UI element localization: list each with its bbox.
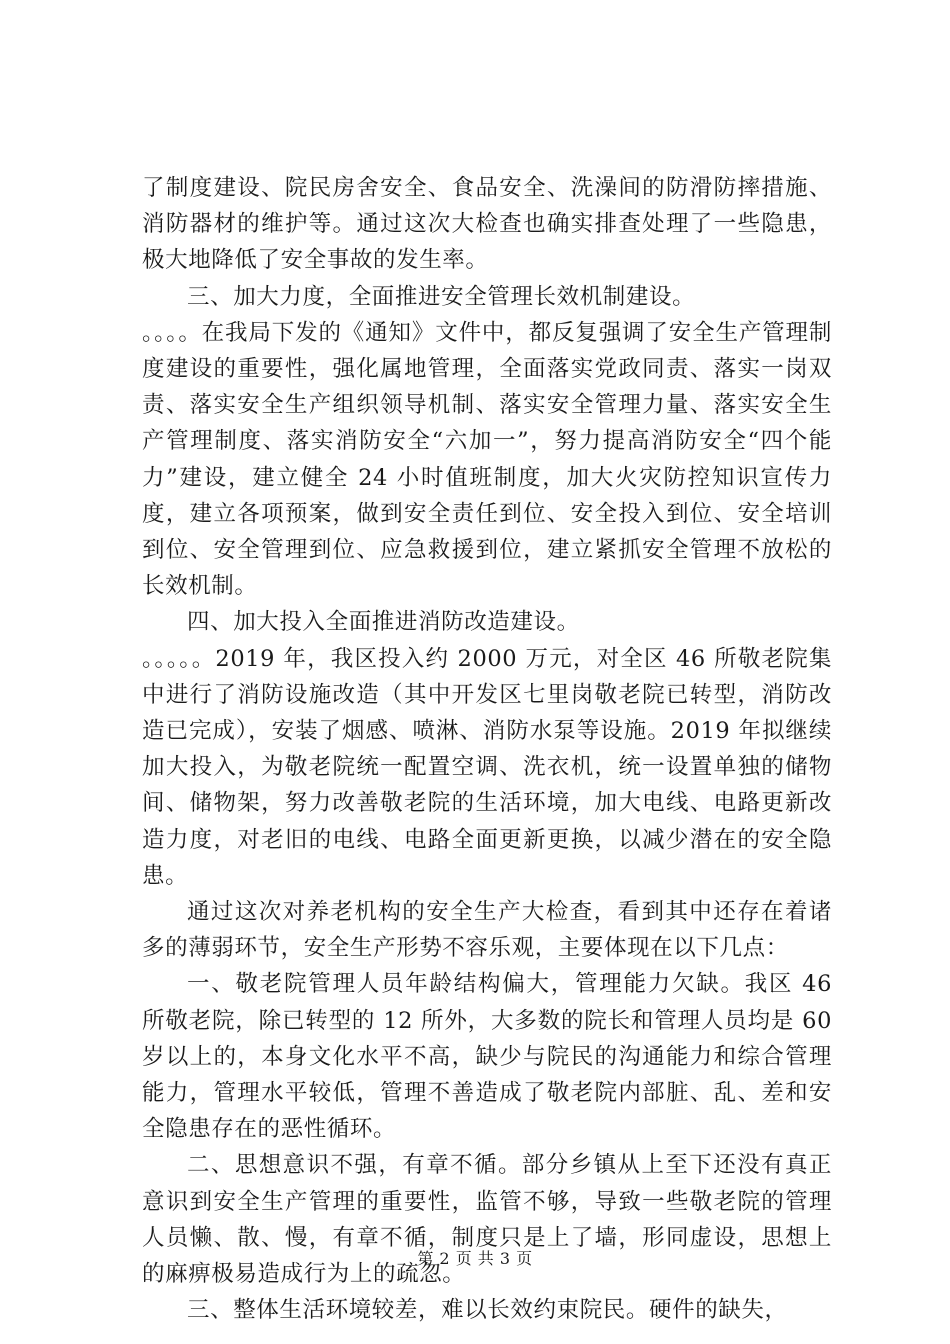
- paragraph-issue-3: 三、整体生活环境较差，难以长效约束院民。硬件的缺失，: [187, 1297, 788, 1324]
- paragraph-continuation: 了制度建设、院民房舍安全、食品安全、洗澡间的防滑防摔措施、消防器材的维护等。通过这次大检查也确实排查处理了一些隐患，极大地降低了安全事故的发生率。: [142, 175, 832, 274]
- page-number-footer: 第 2 页 共 3 页: [417, 1249, 533, 1268]
- section-heading-3: 三、加大力度，全面推进安全管理长效机制建设。: [187, 283, 696, 310]
- paragraph-issue-2: 二、思想意识不强，有章不循。部分乡镇从上至下还没有真正意识到安全生产管理的重要性，监管不够，导致一些敬老院的管理人员懒、散、慢，有章不循，制度只是上了墙，形同虚设，思想上的麻痹极易造成行为上的疏忽。: [142, 1152, 832, 1288]
- paragraph-section-3-body: 。。。。在我局下发的《通知》文件中，都反复强调了安全生产管理制度建设的重要性，强化属地管理，全面落实党政同责、落实一岗双责、落实安全生产组织领导机制、落实安全管理力量、落实安全生产管理制度、落实消防安全“六加一”，努力提高消防安全“四个能力”建设，建立健全 24 小时值班制度，加大火灾防控知识宣传力度，建立各项预案，做到安全责任到位、安全投入到位、安全培训到位、安全管理到位、应急救援到位，建立紧抓安全管理不放松的长效机制。: [142, 319, 832, 600]
- section-heading-4: 四、加大投入全面推进消防改造建设。: [187, 609, 580, 636]
- paragraph-section-4-body: 。。。。。2019 年，我区投入约 2000 万元，对全区 46 所敬老院集中进行了消防设施改造（其中开发区七里岗敬老院已转型，消防改造已完成），安装了烟感、喷淋、消防水泵等设施。2019 年拟继续加大投入，为敬老院统一配置空调、洗衣机，统一设置单独的储物间、储物架，努力改善敬老院的生活环境，加大电线、电路更新改造力度，对老旧的电线、电路全面更新更换，以减少潜在的安全隐患。: [142, 645, 832, 889]
- document-body: [142, 170, 832, 1329]
- paragraph-issues-intro: 通过这次对养老机构的安全生产大检查，看到其中还存在着诸多的薄弱环节，安全生产形势不容乐观，主要体现在以下几点：: [142, 899, 832, 962]
- paragraph-issue-1: 一、敬老院管理人员年龄结构偏大，管理能力欠缺。我区 46 所敬老院，除已转型的 12 所外，大多数的院长和管理人员均是 60 岁以上的，本身文化水平不高，缺少与院民的沟通能力和综合管理能力，管理水平较低，管理不善造成了敬老院内部脏、乱、差和安全隐患存在的恶性循环。: [142, 971, 832, 1143]
